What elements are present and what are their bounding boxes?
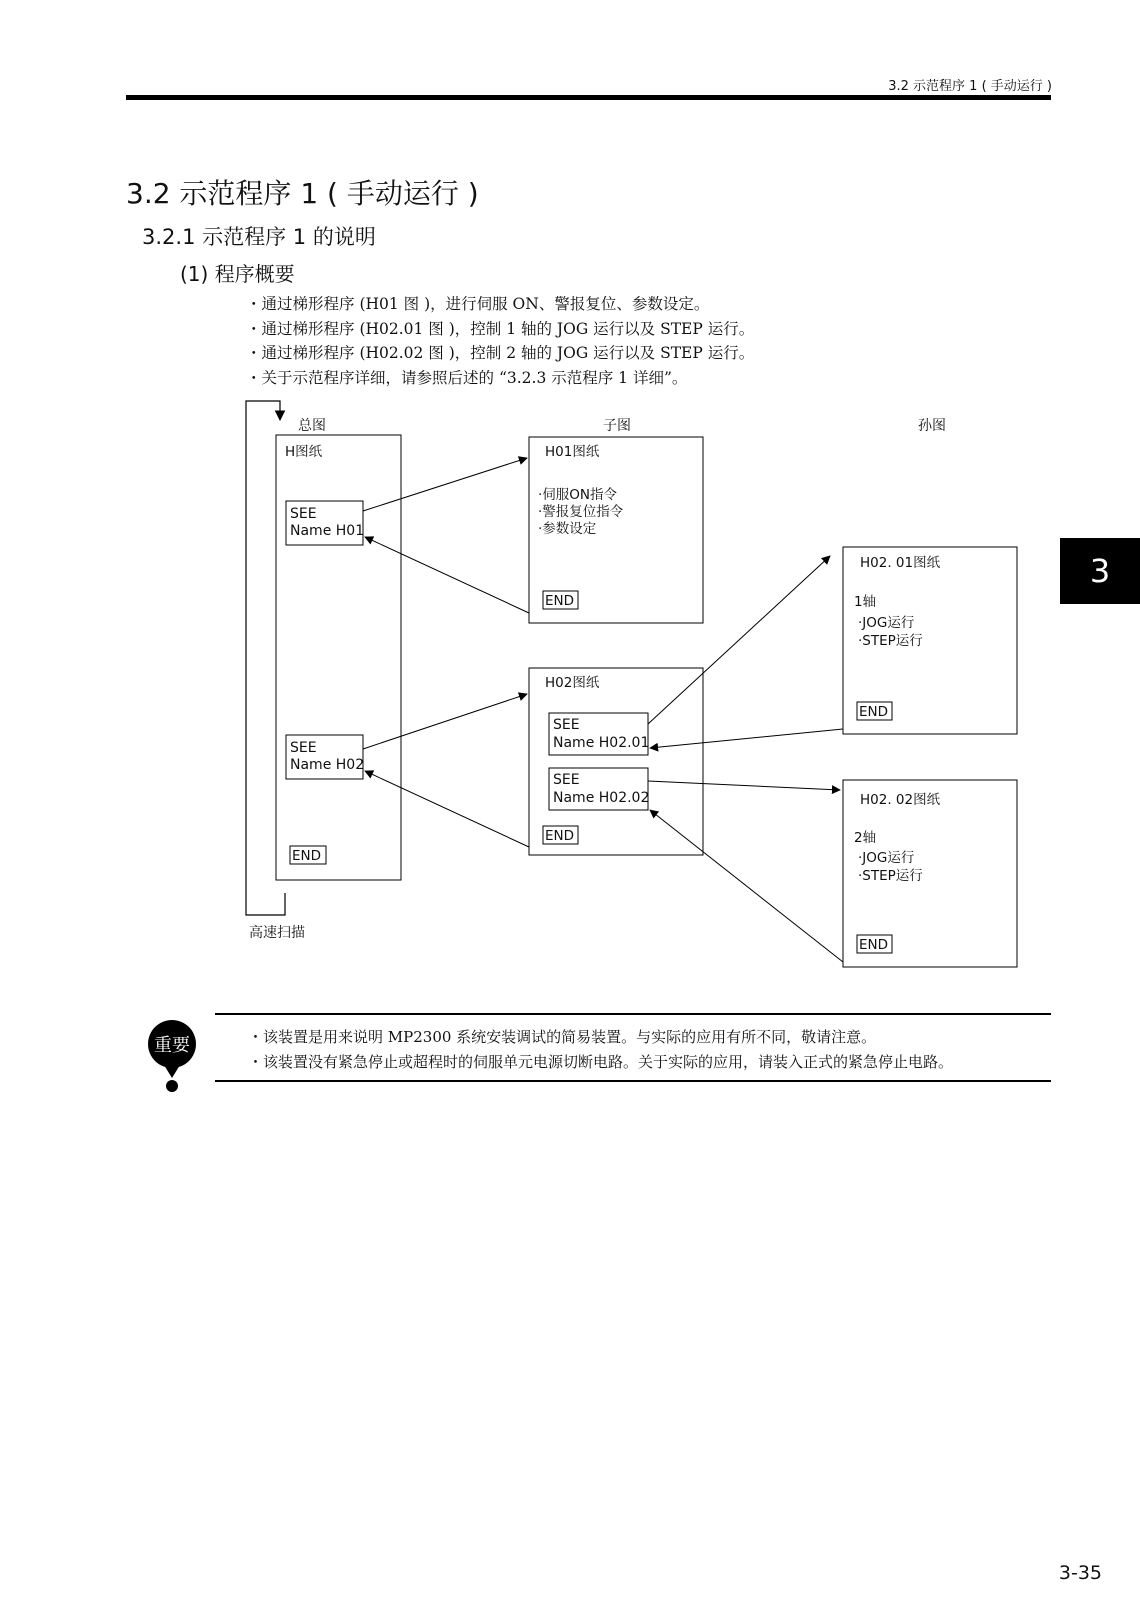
return-arrow-h01 (365, 537, 529, 613)
column-header-main: 总图 (298, 418, 326, 434)
h0201-end-label: END (859, 704, 889, 720)
column-header-child: 子图 (603, 418, 631, 434)
call-arrow-h01 (363, 458, 527, 511)
return-arrow-h02 (365, 771, 529, 847)
see-h0201-line1: SEE (553, 717, 580, 733)
important-label: 重要 (154, 1035, 190, 1056)
h0202-item: ·STEP运行 (858, 868, 923, 884)
call-arrow-h02 (363, 694, 527, 749)
call-arrow-h0201 (648, 556, 830, 724)
h01-item: ·伺服ON指令 (538, 487, 618, 503)
h01-item: ·参数设定 (538, 521, 597, 537)
overview-bullet: ・ 通过梯形程序 (H01 图 )，进行伺服 ON、警报复位、参数设定。 (246, 292, 754, 317)
return-arrow-h0201 (650, 729, 843, 748)
h02-end-label: END (545, 828, 575, 844)
note-top-rule (215, 1013, 1051, 1015)
h02-drawing-box (529, 668, 703, 855)
h0201-item: ·JOG运行 (858, 615, 915, 631)
h0202-drawing-title: H02. 02图纸 (860, 792, 941, 808)
h01-item: ·警报复位指令 (538, 504, 624, 520)
see-h02-line2: Name H02 (290, 757, 365, 773)
h01-end-label: END (545, 593, 575, 609)
important-note: ・ 该装置是用来说明 MP2300 系统安装调试的简易装置。与实际的应用有所不同，敬请注意。 (248, 1025, 953, 1050)
h0201-item: ·STEP运行 (858, 633, 923, 649)
subsection-title: 3.2.1 示范程序 1 的说明 (142, 225, 376, 249)
chapter-tab: 3 (1060, 538, 1140, 604)
section-title: 3.2 示范程序 1 ( 手动运行 ) (126, 177, 479, 210)
main-drawing-box (276, 435, 401, 880)
h0202-axis: 2轴 (854, 830, 877, 846)
overview-bullet: ・ 关于示范程序详细，请参照后述的 “3.2.3 示范程序 1 详细”。 (246, 366, 754, 391)
h02-drawing-title: H02图纸 (545, 675, 600, 691)
note-bottom-rule (215, 1080, 1051, 1082)
overview-bullet: ・ 通过梯形程序 (H02.01 图 )，控制 1 轴的 JOG 运行以及 STEP 运行。 (246, 317, 754, 342)
h0201-drawing-title: H02. 01图纸 (860, 555, 941, 571)
see-h01-line2: Name H01 (290, 523, 365, 539)
main-drawing-title: H图纸 (285, 444, 323, 460)
main-end-label: END (292, 848, 322, 864)
column-header-grandchild: 孙图 (918, 418, 946, 434)
important-note: ・ 该装置没有紧急停止或超程时的伺服单元电源切断电路。关于实际的应用，请装入正式的紧急停止电路。 (248, 1050, 953, 1075)
important-icon (138, 1020, 206, 1092)
return-arrow-h0202 (650, 810, 843, 962)
see-h0201-line2: Name H02.01 (553, 735, 650, 751)
running-header: 3.2 示范程序 1 ( 手动运行 ) (888, 79, 1052, 94)
important-notes (248, 1025, 953, 1075)
h01-drawing-title: H01图纸 (545, 444, 600, 460)
item-title: (1) 程序概要 (180, 262, 295, 286)
scan-loop-line (246, 401, 285, 915)
overview-bullet: ・ 通过梯形程序 (H02.02 图 )，控制 2 轴的 JOG 运行以及 STEP 运行。 (246, 341, 754, 366)
h0202-item: ·JOG运行 (858, 850, 915, 866)
scan-label: 高速扫描 (249, 925, 305, 941)
h0201-axis: 1轴 (854, 594, 877, 610)
see-h01-line1: SEE (290, 506, 317, 522)
h0202-end-label: END (859, 937, 889, 953)
call-arrow-h0202 (648, 781, 840, 790)
see-h0202-line2: Name H02.02 (553, 790, 650, 806)
page-number: 3-35 (1058, 1562, 1102, 1584)
see-h0202-line1: SEE (553, 772, 580, 788)
see-h02-line1: SEE (290, 740, 317, 756)
